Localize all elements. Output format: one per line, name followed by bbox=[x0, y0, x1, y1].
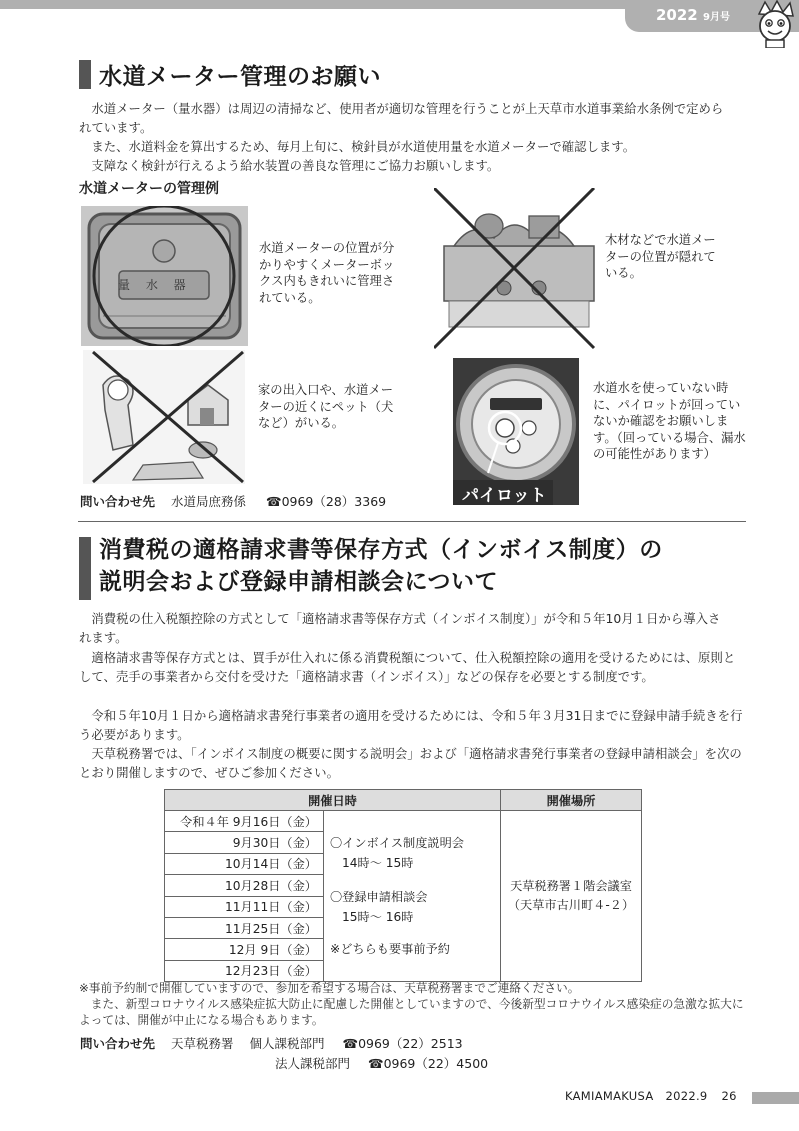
issue-date bbox=[656, 6, 730, 24]
note: また、新型コロナウイルス感染症拡大防止に配慮した開催としていますので、今後新型コロナウイルス感染症の急激な拡大によっては、開催が中止になる場合もあります。 bbox=[79, 997, 744, 1027]
footer-bar bbox=[752, 1092, 799, 1104]
section-marker bbox=[79, 60, 91, 89]
section1-title: 水道メーター管理のお願い bbox=[99, 64, 381, 90]
contact-dept: 水道局庶務係 bbox=[171, 494, 247, 509]
place-cell bbox=[501, 811, 642, 982]
date-cell: 12月 9日（金） bbox=[165, 939, 324, 960]
section2-title bbox=[99, 534, 663, 598]
magazine-name: KAMIAMAKUSA bbox=[565, 1089, 654, 1103]
date-cell: 令和４年 9月16日（金） bbox=[165, 811, 324, 832]
note: ※事前予約制で開催していますので、参加を希望する場合は、天草税務署までご連絡ください。 bbox=[79, 981, 580, 995]
date-cell: 11月11日（金） bbox=[165, 896, 324, 917]
event2-name: 〇登録申請相談会 bbox=[330, 890, 428, 905]
tax-contact-2 bbox=[275, 1054, 488, 1072]
place-line2: （天草市古川町４‐２） bbox=[507, 898, 635, 913]
section-divider bbox=[78, 521, 746, 522]
date-cell: 10月28日（金） bbox=[165, 875, 324, 896]
section1-paragraph: 支障なく検針が行えるよう給水装置の善良な管理にご協力お願いします。 bbox=[91, 158, 500, 173]
section2-paragraph: 令和５年10月１日から適格請求書発行事業者の適用を受けるためには、令和５年３月31日までに登録申請手続きを行う必要があります。 bbox=[79, 708, 743, 742]
event-cell bbox=[324, 811, 501, 982]
date-cell: 11月25日（金） bbox=[165, 917, 324, 938]
reservation-note: ※どちらも要事前予約 bbox=[330, 942, 450, 957]
contact-tel: ☎0969（22）2513 bbox=[342, 1036, 463, 1051]
caption-pet: 家の出入口や、水道メーターの近くにペット（犬など）がいる。 bbox=[258, 383, 394, 430]
mascot-icon bbox=[753, 0, 797, 48]
page-footer bbox=[565, 1089, 737, 1103]
col-place-header: 開催場所 bbox=[501, 790, 642, 811]
place-line1: 天草税務署１階会議室 bbox=[510, 879, 632, 894]
section2-title-line1: 消費税の適格請求書等保存方式（インボイス制度）の bbox=[99, 537, 663, 563]
footer-issue: 2022.9 bbox=[665, 1089, 708, 1103]
event1-time: 14時～ 15時 bbox=[342, 856, 414, 871]
section1-paragraph: また、水道料金を算出するため、毎月上旬に、検針員が水道使用量を水道メーターで確認します。 bbox=[91, 139, 636, 154]
page-number: 26 bbox=[721, 1089, 737, 1103]
contact-label: 問い合わせ先 bbox=[80, 494, 156, 509]
issue-year: 2022 bbox=[656, 6, 698, 24]
date-cell: 9月30日（金） bbox=[165, 832, 324, 853]
examples-heading: 水道メーターの管理例 bbox=[79, 181, 219, 197]
tax-contact bbox=[80, 1034, 463, 1052]
contact-dept: 個人課税部門 bbox=[249, 1036, 325, 1051]
water-contact bbox=[80, 492, 386, 510]
contact-tel: ☎0969（28）3369 bbox=[266, 494, 387, 509]
schedule-table bbox=[164, 789, 642, 982]
meter-lid-label: 量 水 器 bbox=[118, 278, 192, 292]
contact-office: 天草税務署 bbox=[171, 1036, 234, 1051]
date-cell: 12月23日（金） bbox=[165, 960, 324, 981]
pilot-label: パイロット bbox=[462, 486, 547, 506]
section2-title-line2: 説明会および登録申請相談会について bbox=[99, 569, 499, 595]
section2-paragraph: 消費税の仕入税額控除の方式として「適格請求書等保存方式（インボイス制度）」が令和５年10月１日から導入されます。 bbox=[79, 611, 721, 645]
issue-month: 9月号 bbox=[702, 12, 730, 23]
date-cell: 10月14日（金） bbox=[165, 853, 324, 874]
section1-paragraph: 水道メーター（量水器）は周辺の清掃など、使用者が適切な管理を行うことが上天草市水道事業給水条例で定められています。 bbox=[79, 101, 724, 135]
section2-paragraph: 適格請求書等保存方式とは、買手が仕入れに係る消費税額について、仕入税額控除の適用を受けるためには、原則として、売手の事業者から交付を受けた「適格請求書（インボイス）」などの保存を必要とする制度です。 bbox=[79, 650, 736, 684]
caption-good: 水道メーターの位置が分かりやすくメーターボックス内もきれいに管理されている。 bbox=[259, 241, 395, 305]
col-date-header: 開催日時 bbox=[165, 790, 501, 811]
section2-paragraph: 天草税務署では、「インボイス制度の概要に関する説明会」および「適格請求書発行事業者の登録申請相談会」を次のとおり開催しますので、ぜひご参加ください。 bbox=[79, 746, 742, 780]
caption-wood: 木材などで水道メーターの位置が隠れている。 bbox=[605, 233, 716, 280]
event2-time: 15時～ 16時 bbox=[342, 910, 414, 925]
event1-name: 〇インボイス制度説明会 bbox=[330, 836, 464, 851]
contact-label: 問い合わせ先 bbox=[80, 1036, 156, 1051]
contact-dept: 法人課税部門 bbox=[275, 1056, 351, 1071]
contact-tel: ☎0969（22）4500 bbox=[368, 1056, 489, 1071]
pet-illustration bbox=[83, 350, 245, 484]
section-marker bbox=[79, 537, 91, 600]
wood-cover-illustration bbox=[434, 188, 597, 350]
caption-pilot: 水道水を使っていない時に、パイロットが回っていないか確認をお願いします。（回っている場合、漏水の可能性があります） bbox=[593, 381, 746, 461]
